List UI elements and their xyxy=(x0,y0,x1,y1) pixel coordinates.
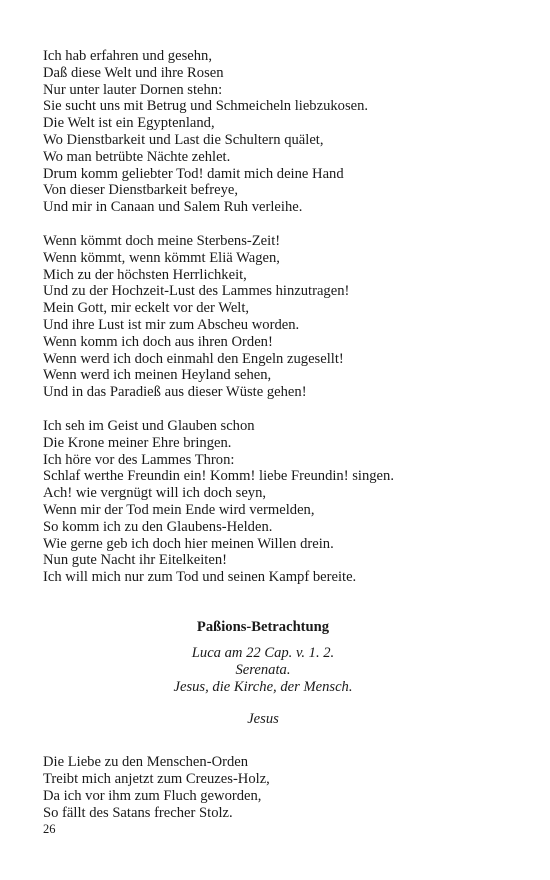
verse-line: Und ihre Lust ist mir zum Abscheu worden. xyxy=(43,316,300,333)
verse-line: Drum komm geliebter Tod! damit mich deine Hand xyxy=(43,165,344,182)
verse-line: Und mir in Canaan und Salem Ruh verleihe. xyxy=(43,199,303,216)
stanza-2 xyxy=(43,233,513,401)
verse-line: Und in das Paradieß aus dieser Wüste gehen! xyxy=(43,384,307,401)
verse-line: Schlaf werthe Freundin ein! Komm! liebe Freundin! singen. xyxy=(43,468,394,485)
verse-line: Wenn mir der Tod mein Ende wird vermelden, xyxy=(43,501,315,518)
verse-line: Von dieser Dienstbarkeit befreye, xyxy=(43,182,239,199)
verse-line: Nun gute Nacht ihr Eitelkeiten! xyxy=(43,552,227,569)
verse-line: Die Krone meiner Ehre bringen. xyxy=(43,434,232,451)
verse-line: Mich zu der höchsten Herrlichkeit, xyxy=(43,266,247,283)
stanza-1 xyxy=(43,48,513,216)
verse-line: Ich will mich nur zum Tod und seinen Kampf bereite. xyxy=(43,569,357,586)
genre-label: Serenata. xyxy=(235,661,291,678)
page-number: 26 xyxy=(43,822,56,836)
verse-line: Ich höre vor des Lammes Thron: xyxy=(43,451,235,468)
verse-line: Und zu der Hochzeit-Lust des Lammes hinzutragen! xyxy=(43,283,350,300)
verse-line: Die Liebe zu den Menschen-Orden xyxy=(43,754,249,771)
verse-line: So komm ich zu den Glaubens-Helden. xyxy=(43,518,273,535)
verse-line: Wenn werd ich meinen Heyland sehen, xyxy=(43,367,272,384)
speaker-name: Jesus xyxy=(247,711,279,728)
verse-line: Wo Dienstbarkeit und Last die Schultern quälet, xyxy=(43,131,324,148)
verse-line: Nur unter lauter Dornen stehn: xyxy=(43,81,223,98)
poem-page xyxy=(43,48,513,838)
verse-line: Sie sucht uns mit Betrug und Schmeicheln liebzukosen. xyxy=(43,98,369,115)
verse-line: Wie gerne geb ich doch hier meinen Willen drein. xyxy=(43,535,334,552)
verse-line: Wo man betrübte Nächte zehlet. xyxy=(43,148,231,165)
verse-line: Ich hab erfahren und gesehn, xyxy=(43,48,212,64)
stanza-4 xyxy=(43,754,513,821)
section-heading: Paßions-Betrachtung xyxy=(196,618,330,635)
verse-line: Wenn kömmt, wenn kömmt Eliä Wagen, xyxy=(43,249,280,266)
verse-line: Die Welt ist ein Egyptenland, xyxy=(43,115,215,132)
verse-line: Mein Gott, mir eckelt vor der Welt, xyxy=(43,300,250,317)
verse-line: Treibt mich anjetzt zum Creuzes-Holz, xyxy=(43,771,270,788)
verse-line: Da ich vor ihm zum Fluch geworden, xyxy=(43,787,262,804)
verse-line: So fällt des Satans frecher Stolz. xyxy=(43,804,233,821)
verse-line: Wenn kömmt doch meine Sterbens-Zeit! xyxy=(43,232,281,249)
section-subtitles xyxy=(43,645,513,695)
scripture-reference: Luca am 22 Cap. v. 1. 2. xyxy=(191,644,335,661)
verse-line: Wenn komm ich doch aus ihren Orden! xyxy=(43,333,273,350)
characters-list: Jesus, die Kirche, der Mensch. xyxy=(173,678,353,695)
stanza-3 xyxy=(43,418,513,586)
verse-line: Ich seh im Geist und Glauben schon xyxy=(43,417,255,434)
verse-line: Daß diese Welt und ihre Rosen xyxy=(43,64,224,81)
verse-line: Wenn werd ich doch einmahl den Engeln zugesellt! xyxy=(43,350,344,367)
verse-line: Ach! wie vergnügt will ich doch seyn, xyxy=(43,485,267,502)
